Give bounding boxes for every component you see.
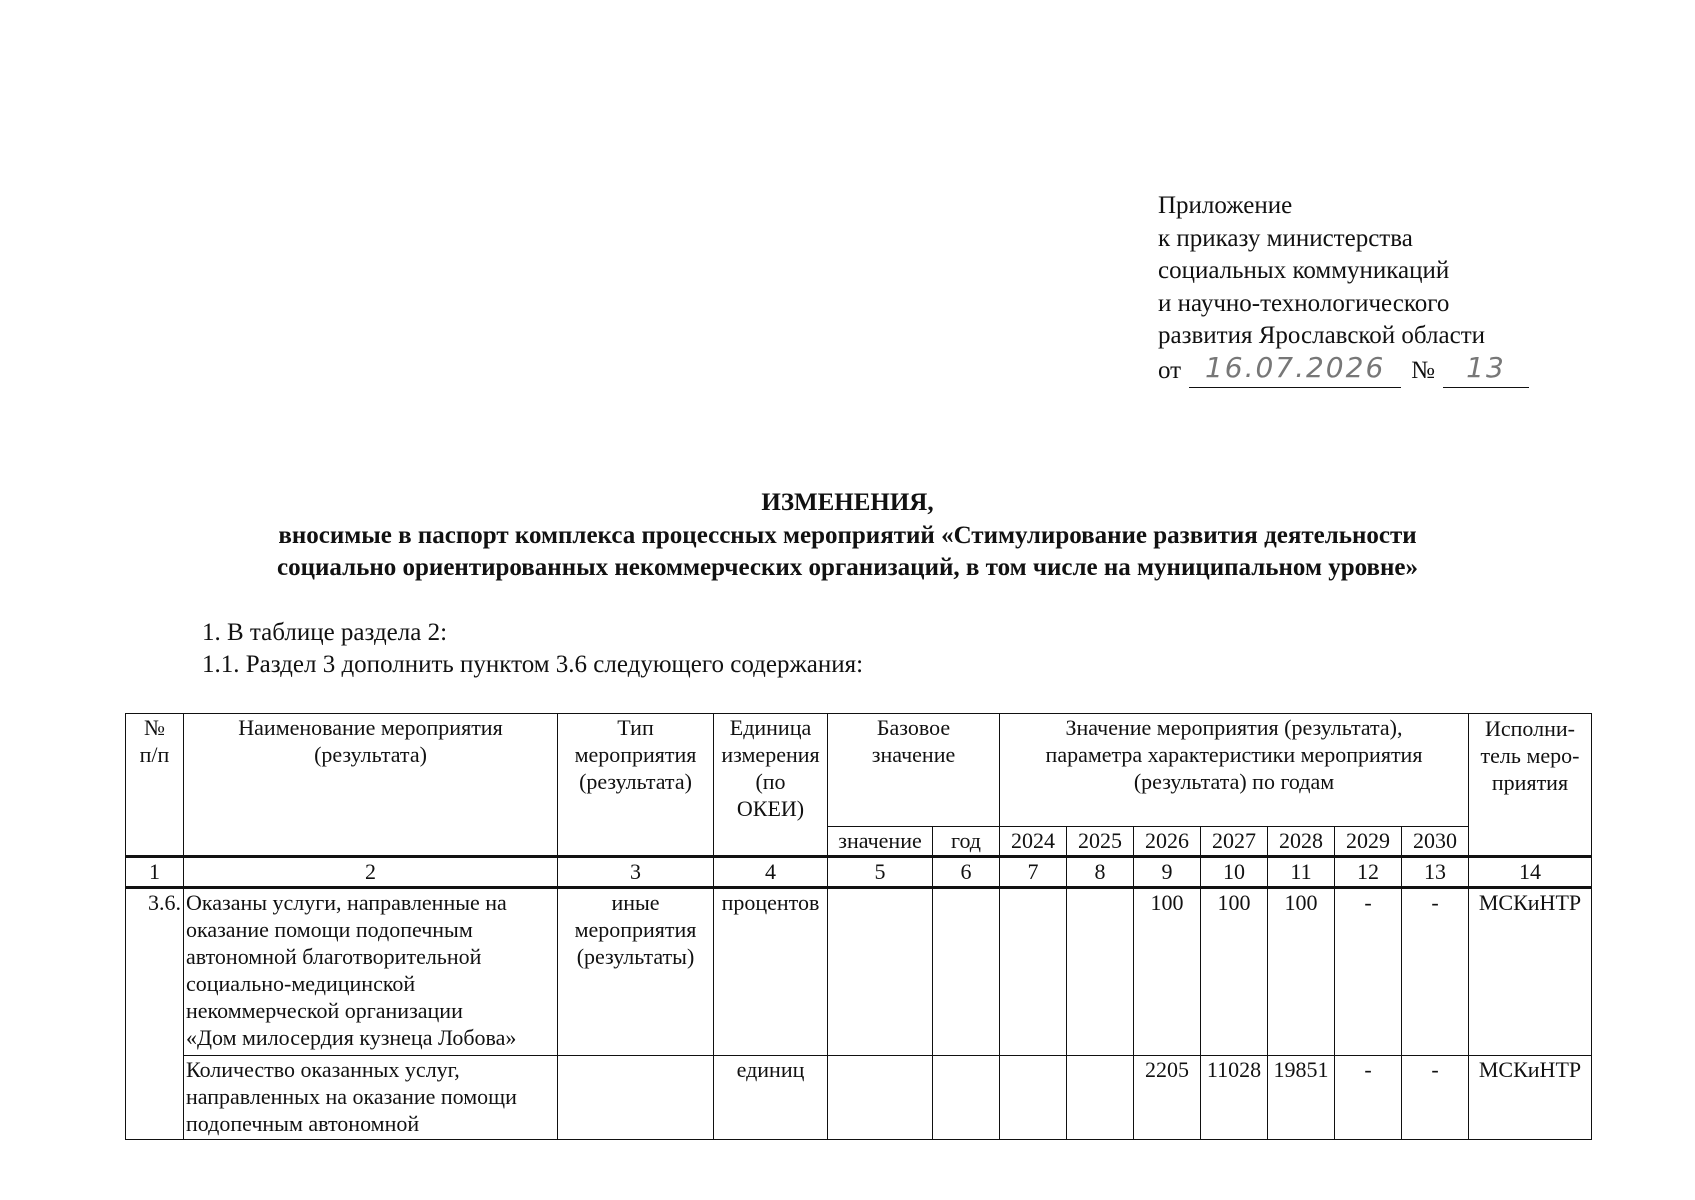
header-unit: Единица измерения (по ОКЕИ) [714, 714, 828, 857]
handwritten-date: 16.07.2026 [1204, 350, 1386, 384]
annex-line: развития Ярославской области [1158, 322, 1486, 349]
row-executor: МСКиНТР [1469, 888, 1592, 1056]
column-number: 11 [1268, 857, 1335, 888]
annex-line: социальных коммуникаций [1158, 257, 1450, 284]
column-number: 4 [714, 857, 828, 888]
annex-block [1158, 190, 1529, 388]
number-label: № [1411, 357, 1435, 384]
header-year: 2029 [1335, 827, 1402, 857]
header-year: 2028 [1268, 827, 1335, 857]
annex-date-row [1158, 350, 1529, 388]
column-number: 2 [184, 857, 558, 888]
row-type [558, 1056, 714, 1140]
annex-line: и научно-технологического [1158, 289, 1450, 317]
row-value-2028: 19851 [1268, 1056, 1335, 1140]
annex-line: Приложение [1158, 192, 1293, 219]
row-value-2029: - [1335, 888, 1402, 1056]
row-value-2025 [1067, 1056, 1134, 1140]
header-name: Наименование мероприятия (результата) [184, 714, 558, 857]
row-num [126, 1056, 184, 1140]
header-base-value: значение [828, 827, 933, 857]
row-num: 3.6. [126, 888, 184, 1056]
measures-table [125, 713, 1592, 1140]
row-value-2027: 11028 [1201, 1056, 1268, 1140]
header-executor: Исполни- тель меро- приятия [1469, 714, 1592, 857]
table-row [126, 888, 1592, 1056]
document-subtitle-line1: вносимые в паспорт комплекса процессных мероприятий «Стимулирование развития деятельности [278, 522, 1417, 549]
header-year: 2026 [1134, 827, 1201, 857]
row-value-2029: - [1335, 1056, 1402, 1140]
column-number: 3 [558, 857, 714, 888]
header-base: Базовое значение [828, 714, 1000, 827]
column-number: 6 [933, 857, 1000, 888]
header-base-year: год [933, 827, 1000, 857]
header-num: № п/п [126, 714, 184, 857]
row-executor: МСКиНТР [1469, 1056, 1592, 1140]
column-number: 7 [1000, 857, 1067, 888]
column-number: 14 [1469, 857, 1592, 888]
row-name: Количество оказанных услуг, направленных на оказание помощи подопечным автономной [184, 1056, 558, 1140]
column-number: 5 [828, 857, 933, 888]
header-year: 2025 [1067, 827, 1134, 857]
row-name: Оказаны услуги, направленные на оказание помощи подопечным автономной благотворительной социально-медицинской некоммерческой организации «Дом милосердия кузнеца Лобова» [184, 888, 558, 1056]
annex-line: к приказу министерства [1158, 224, 1413, 252]
row-value-2030: - [1402, 1056, 1469, 1140]
header-year: 2030 [1402, 827, 1469, 857]
row-base-value [828, 888, 933, 1056]
row-value-2026: 100 [1134, 888, 1201, 1056]
row-value-2028: 100 [1268, 888, 1335, 1056]
header-row [126, 714, 1592, 827]
row-base-year [933, 888, 1000, 1056]
date-field [1189, 350, 1401, 388]
row-value-2026: 2205 [1134, 1056, 1201, 1140]
row-value-2024 [1000, 1056, 1067, 1140]
header-values: Значение мероприятия (результата), параметра характеристики мероприятия (результата) по годам [1000, 714, 1469, 827]
row-unit: процентов [714, 888, 828, 1056]
row-base-year [933, 1056, 1000, 1140]
column-number: 13 [1402, 857, 1469, 888]
row-value-2024 [1000, 888, 1067, 1056]
table-row [126, 1056, 1592, 1140]
document-subtitle-line2: социально ориентированных некоммерческих организаций, в том числе на муниципальном уровне» [276, 554, 1419, 581]
row-value-2025 [1067, 888, 1134, 1056]
paragraph-1: 1. В таблице раздела 2: [202, 619, 448, 646]
header-type: Тип мероприятия (результата) [558, 714, 714, 857]
row-value-2027: 100 [1201, 888, 1268, 1056]
row-unit: единиц [714, 1056, 828, 1140]
column-number: 1 [126, 857, 184, 888]
column-number: 10 [1201, 857, 1268, 888]
document-heading: ИЗМЕНЕНИЯ, [761, 489, 934, 516]
column-number: 8 [1067, 857, 1134, 888]
paragraph-1-1: 1.1. Раздел 3 дополнить пунктом 3.6 следующего содержания: [202, 651, 864, 678]
row-base-value [828, 1056, 933, 1140]
handwritten-number: 13 [1466, 350, 1506, 384]
column-number: 12 [1335, 857, 1402, 888]
column-number: 9 [1134, 857, 1201, 888]
row-value-2030: - [1402, 888, 1469, 1056]
header-year: 2027 [1201, 827, 1268, 857]
from-label: от [1158, 357, 1182, 384]
header-year: 2024 [1000, 827, 1067, 857]
column-number-row [126, 857, 1592, 888]
row-type: иные мероприятия (результаты) [558, 888, 714, 1056]
number-field [1443, 350, 1529, 388]
